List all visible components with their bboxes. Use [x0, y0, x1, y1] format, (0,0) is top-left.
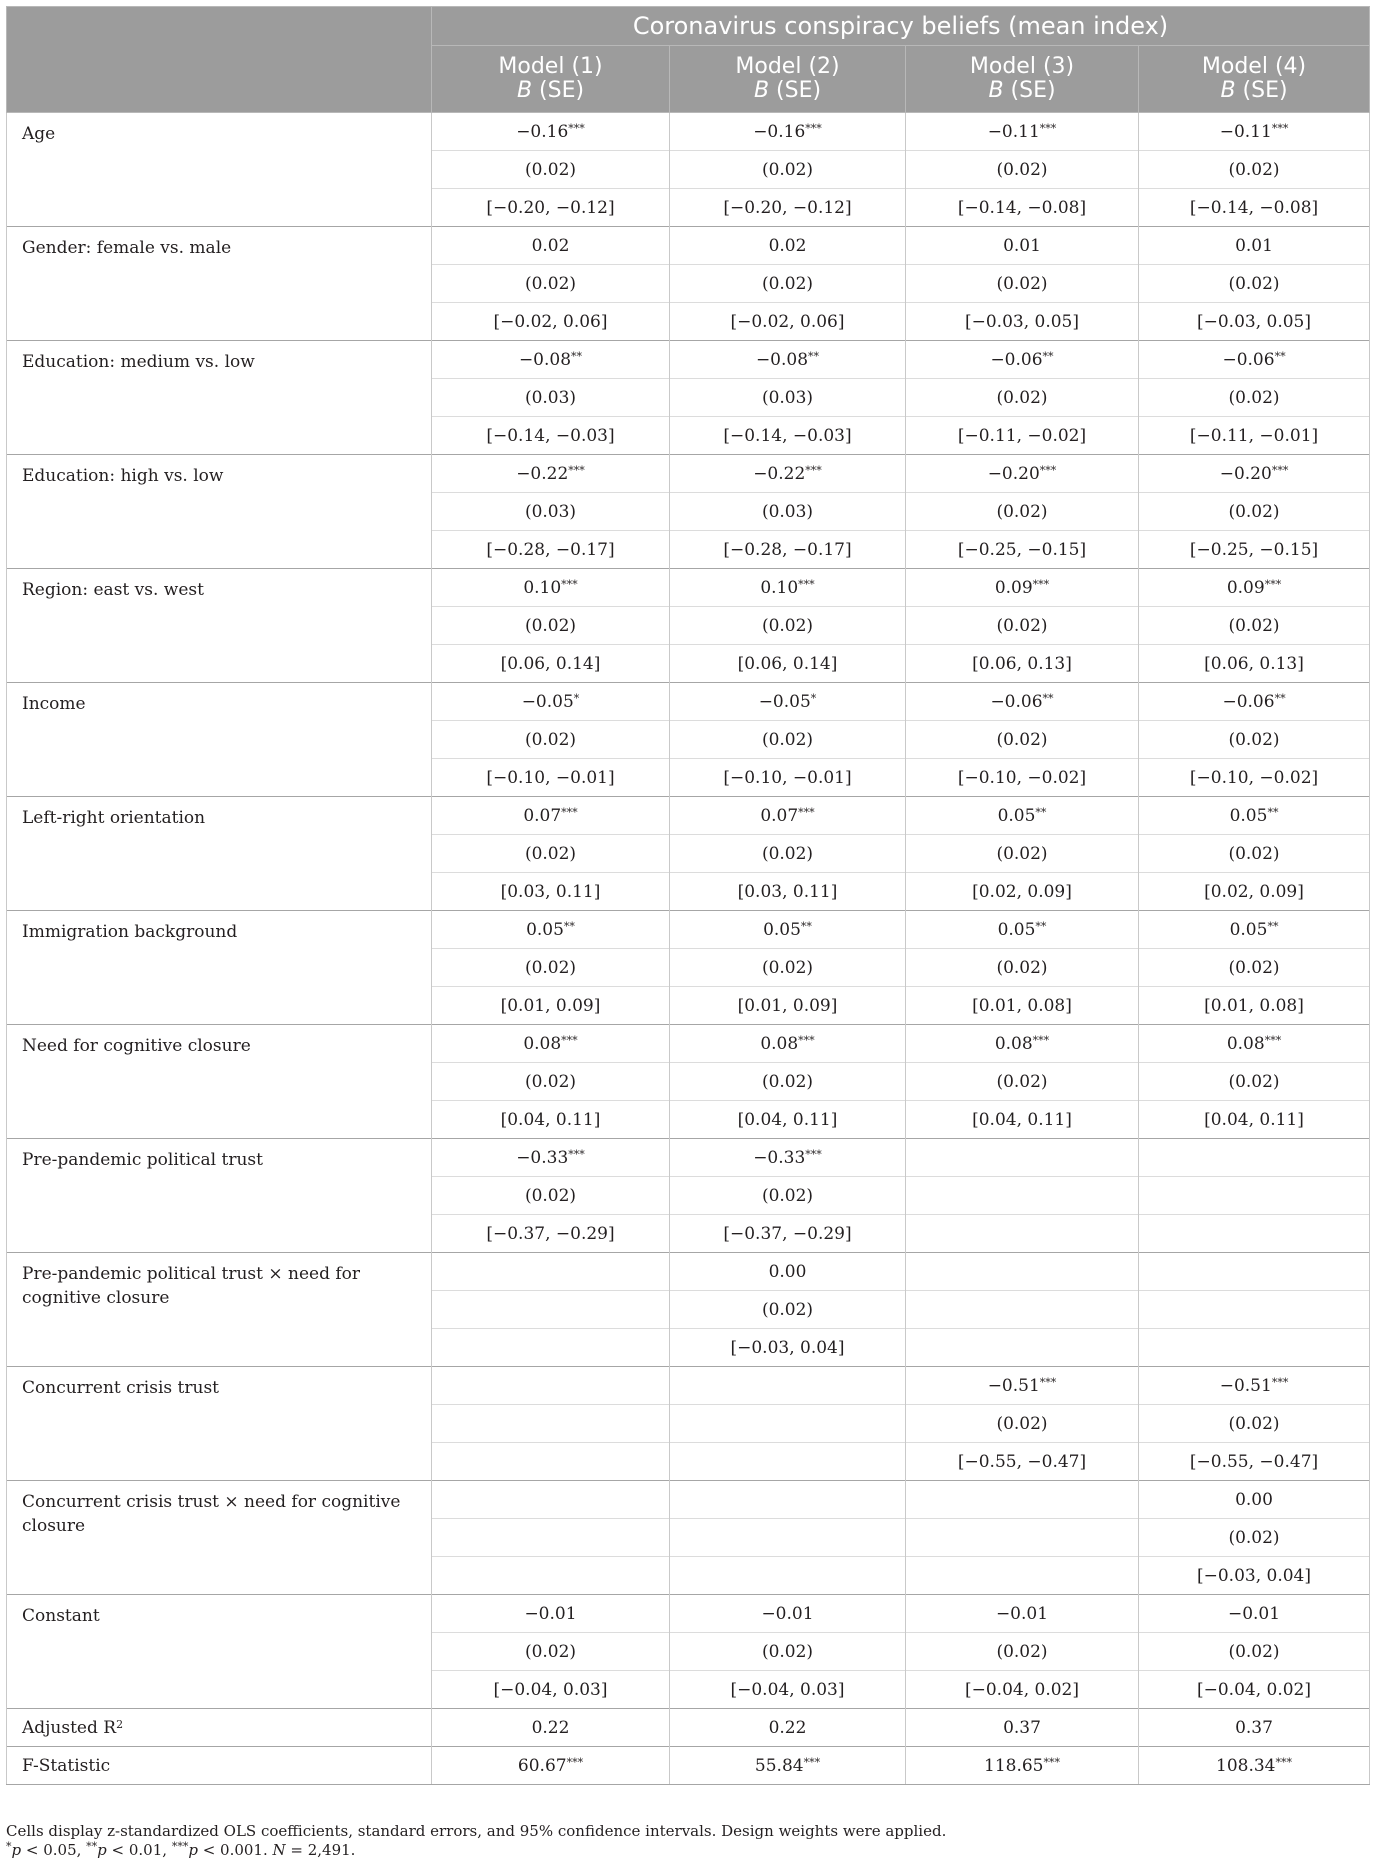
row-label: Immigration background [7, 911, 432, 1025]
standard-error-cell: (0.02) [906, 493, 1139, 531]
table-row [7, 683, 1370, 721]
confidence-interval-cell: [−0.25, −0.15] [906, 531, 1139, 569]
coefficient-cell: 0.05** [670, 911, 906, 949]
standard-error-cell: (0.02) [1139, 949, 1370, 987]
stat-label: F-Statistic [22, 1755, 111, 1776]
standard-error-cell: (0.02) [670, 949, 906, 987]
confidence-interval-cell: [0.06, 0.13] [1139, 645, 1370, 683]
table-row [7, 569, 1370, 607]
row-label: Education: high vs. low [7, 455, 432, 569]
standard-error-cell: (0.02) [1139, 1519, 1370, 1557]
standard-error-cell [670, 1519, 906, 1557]
row-label: Concurrent crisis trust [7, 1367, 432, 1481]
row-label: Concurrent crisis trust × need for cognitive closure [7, 1481, 432, 1595]
confidence-interval-cell: [−0.04, 0.02] [906, 1671, 1139, 1709]
confidence-interval-cell: [−0.10, −0.02] [906, 759, 1139, 797]
header-dependent-variable: Coronavirus conspiracy beliefs (mean index) [432, 7, 1370, 46]
coefficient-cell [432, 1253, 670, 1291]
confidence-interval-cell: [−0.04, 0.03] [432, 1671, 670, 1709]
coefficient-cell: −0.20*** [906, 455, 1139, 493]
coefficient-cell: −0.06** [906, 683, 1139, 721]
standard-error-cell: (0.02) [906, 949, 1139, 987]
confidence-interval-cell: [0.03, 0.11] [670, 873, 906, 911]
row-label: Education: medium vs. low [7, 341, 432, 455]
table-body [7, 113, 1370, 1785]
coefficient-cell: −0.22*** [670, 455, 906, 493]
row-label: Need for cognitive closure [7, 1025, 432, 1139]
confidence-interval-cell: [−0.02, 0.06] [670, 303, 906, 341]
coefficient-cell [1139, 1139, 1370, 1177]
standard-error-cell: (0.02) [432, 607, 670, 645]
coefficient-cell: −0.22*** [432, 455, 670, 493]
coefficient-cell: −0.51*** [1139, 1367, 1370, 1405]
table-row [7, 797, 1370, 835]
coefficient-cell: −0.06** [1139, 341, 1370, 379]
b-label: B [753, 78, 770, 103]
standard-error-cell [1139, 1291, 1370, 1329]
table-row [7, 1595, 1370, 1633]
confidence-interval-cell [670, 1557, 906, 1595]
confidence-interval-cell: [−0.37, −0.29] [670, 1215, 906, 1253]
standard-error-cell [1139, 1177, 1370, 1215]
table-row [7, 227, 1370, 265]
stat-value-cell: 0.22 [670, 1709, 906, 1747]
stat-value-cell: 55.84*** [670, 1747, 906, 1785]
confidence-interval-cell: [0.01, 0.08] [906, 987, 1139, 1025]
coefficient-cell: 0.08*** [906, 1025, 1139, 1063]
standard-error-cell [432, 1519, 670, 1557]
coefficient-cell: −0.01 [432, 1595, 670, 1633]
confidence-interval-cell: [−0.14, −0.08] [1139, 189, 1370, 227]
confidence-interval-cell: [−0.25, −0.15] [1139, 531, 1370, 569]
standard-error-cell: (0.02) [1139, 1405, 1370, 1443]
coefficient-cell: −0.20*** [1139, 455, 1370, 493]
confidence-interval-cell [1139, 1329, 1370, 1367]
coefficient-cell: −0.01 [906, 1595, 1139, 1633]
coefficient-cell: −0.16*** [432, 113, 670, 151]
confidence-interval-cell [432, 1443, 670, 1481]
coefficient-cell: 0.08*** [1139, 1025, 1370, 1063]
coefficient-cell [906, 1253, 1139, 1291]
row-label: Pre-pandemic political trust × need for cognitive closure [7, 1253, 432, 1367]
coefficient-cell [906, 1481, 1139, 1519]
coefficient-cell: −0.08** [670, 341, 906, 379]
stat-value-cell: 108.34*** [1139, 1747, 1370, 1785]
coefficient-cell: 0.05** [906, 911, 1139, 949]
se-label: (SE) [1010, 78, 1056, 103]
confidence-interval-cell: [−0.11, −0.01] [1139, 417, 1370, 455]
confidence-interval-cell: [−0.20, −0.12] [432, 189, 670, 227]
b-label: B [516, 78, 533, 103]
confidence-interval-cell: [0.01, 0.08] [1139, 987, 1370, 1025]
regression-table [6, 6, 1370, 1785]
coefficient-cell [1139, 1253, 1370, 1291]
coefficient-cell: 0.09*** [1139, 569, 1370, 607]
confidence-interval-cell: [−0.14, −0.03] [670, 417, 906, 455]
confidence-interval-cell: [−0.04, 0.03] [670, 1671, 906, 1709]
row-label: Income [7, 683, 432, 797]
confidence-interval-cell [906, 1557, 1139, 1595]
standard-error-cell: (0.02) [1139, 721, 1370, 759]
standard-error-cell: (0.03) [432, 493, 670, 531]
standard-error-cell: (0.02) [906, 265, 1139, 303]
confidence-interval-cell: [0.06, 0.14] [432, 645, 670, 683]
coefficient-cell: 0.05** [906, 797, 1139, 835]
coefficient-cell: 0.02 [432, 227, 670, 265]
b-label: B [1220, 78, 1236, 103]
confidence-interval-cell: [0.04, 0.11] [670, 1101, 906, 1139]
confidence-interval-cell: [−0.37, −0.29] [432, 1215, 670, 1253]
standard-error-cell: (0.02) [432, 1633, 670, 1671]
coefficient-cell: 0.10*** [670, 569, 906, 607]
coefficient-cell: −0.01 [670, 1595, 906, 1633]
coefficient-cell: −0.33*** [432, 1139, 670, 1177]
confidence-interval-cell [432, 1557, 670, 1595]
confidence-interval-cell: [−0.10, −0.01] [432, 759, 670, 797]
confidence-interval-cell: [−0.04, 0.02] [1139, 1671, 1370, 1709]
coefficient-cell: 0.08*** [432, 1025, 670, 1063]
table-row [7, 1139, 1370, 1177]
coefficient-cell: −0.05* [670, 683, 906, 721]
table-row [7, 1481, 1370, 1519]
coefficient-cell: 0.00 [1139, 1481, 1370, 1519]
coefficient-cell [670, 1367, 906, 1405]
stat-label: Adjusted R [22, 1717, 117, 1738]
standard-error-cell: (0.02) [906, 835, 1139, 873]
standard-error-cell: (0.02) [432, 1063, 670, 1101]
table-row [7, 1025, 1370, 1063]
standard-error-cell: (0.02) [906, 1633, 1139, 1671]
row-label: Pre-pandemic political trust [7, 1139, 432, 1253]
standard-error-cell: (0.02) [1139, 379, 1370, 417]
row-label [7, 1709, 432, 1747]
standard-error-cell: (0.02) [432, 151, 670, 189]
coefficient-cell: 0.07*** [670, 797, 906, 835]
se-label: (SE) [539, 78, 585, 103]
model-name: Model (3) [969, 54, 1075, 79]
confidence-interval-cell [906, 1329, 1139, 1367]
confidence-interval-cell [432, 1329, 670, 1367]
note-line-1: Cells display z-standardized OLS coefficients, standard errors, and 95% confidence intervals. Design weights were applied. [6, 1822, 947, 1840]
confidence-interval-cell: [0.04, 0.11] [432, 1101, 670, 1139]
confidence-interval-cell: [0.03, 0.11] [432, 873, 670, 911]
coefficient-cell: 0.01 [1139, 227, 1370, 265]
confidence-interval-cell: [−0.28, −0.17] [670, 531, 906, 569]
standard-error-cell: (0.02) [906, 1063, 1139, 1101]
standard-error-cell: (0.02) [906, 379, 1139, 417]
confidence-interval-cell: [0.01, 0.09] [432, 987, 670, 1025]
coefficient-cell: −0.05* [432, 683, 670, 721]
regression-table-container [6, 6, 1369, 1785]
coefficient-cell: −0.33*** [670, 1139, 906, 1177]
standard-error-cell: (0.03) [670, 493, 906, 531]
confidence-interval-cell: [0.01, 0.09] [670, 987, 906, 1025]
note-line-2: *p < 0.05, **p < 0.01, ***p < 0.001. N = 2,491. [6, 1840, 356, 1859]
standard-error-cell: (0.02) [670, 1291, 906, 1329]
coefficient-cell: 0.05** [1139, 911, 1370, 949]
standard-error-cell: (0.02) [670, 151, 906, 189]
coefficient-cell: −0.01 [1139, 1595, 1370, 1633]
standard-error-cell: (0.02) [1139, 835, 1370, 873]
coefficient-cell [432, 1481, 670, 1519]
standard-error-cell: (0.03) [432, 379, 670, 417]
confidence-interval-cell: [−0.03, 0.05] [1139, 303, 1370, 341]
coefficient-cell [432, 1367, 670, 1405]
stat-value-cell: 0.22 [432, 1709, 670, 1747]
confidence-interval-cell [906, 1215, 1139, 1253]
standard-error-cell: (0.03) [670, 379, 906, 417]
confidence-interval-cell: [−0.02, 0.06] [432, 303, 670, 341]
coefficient-cell: −0.51*** [906, 1367, 1139, 1405]
standard-error-cell [906, 1291, 1139, 1329]
table-row [7, 1709, 1370, 1747]
b-label: B [988, 78, 1004, 103]
confidence-interval-cell: [0.06, 0.14] [670, 645, 906, 683]
header-blank-cell [7, 7, 432, 113]
stat-value-cell: 60.67*** [432, 1747, 670, 1785]
confidence-interval-cell [670, 1443, 906, 1481]
standard-error-cell: (0.02) [670, 721, 906, 759]
standard-error-cell: (0.02) [1139, 493, 1370, 531]
coefficient-cell: 0.02 [670, 227, 906, 265]
se-label: (SE) [776, 78, 822, 103]
confidence-interval-cell: [−0.55, −0.47] [1139, 1443, 1370, 1481]
standard-error-cell: (0.02) [670, 1063, 906, 1101]
stat-value-cell: 0.37 [906, 1709, 1139, 1747]
standard-error-cell [432, 1291, 670, 1329]
standard-error-cell: (0.02) [670, 1177, 906, 1215]
model-name: Model (1) [498, 54, 603, 79]
coefficient-cell: 0.07*** [432, 797, 670, 835]
confidence-interval-cell [1139, 1215, 1370, 1253]
standard-error-cell: (0.02) [670, 1633, 906, 1671]
model-name: Model (2) [735, 54, 840, 79]
standard-error-cell: (0.02) [432, 721, 670, 759]
confidence-interval-cell: [−0.55, −0.47] [906, 1443, 1139, 1481]
table-row [7, 911, 1370, 949]
coefficient-cell: 0.09*** [906, 569, 1139, 607]
table-row [7, 341, 1370, 379]
table-row [7, 455, 1370, 493]
confidence-interval-cell: [0.04, 0.11] [906, 1101, 1139, 1139]
table-notes [6, 1822, 1369, 1860]
coefficient-cell: −0.16*** [670, 113, 906, 151]
coefficient-cell: 0.05** [432, 911, 670, 949]
standard-error-cell [432, 1405, 670, 1443]
standard-error-cell: (0.02) [1139, 1633, 1370, 1671]
standard-error-cell: (0.02) [1139, 607, 1370, 645]
standard-error-cell [906, 1177, 1139, 1215]
standard-error-cell: (0.02) [906, 1405, 1139, 1443]
coefficient-cell [906, 1139, 1139, 1177]
coefficient-cell: 0.00 [670, 1253, 906, 1291]
confidence-interval-cell: [0.06, 0.13] [906, 645, 1139, 683]
standard-error-cell: (0.02) [670, 835, 906, 873]
confidence-interval-cell: [−0.14, −0.08] [906, 189, 1139, 227]
confidence-interval-cell: [−0.28, −0.17] [432, 531, 670, 569]
standard-error-cell: (0.02) [432, 1177, 670, 1215]
coefficient-cell: −0.06** [906, 341, 1139, 379]
coefficient-cell: 0.08*** [670, 1025, 906, 1063]
standard-error-cell: (0.02) [432, 949, 670, 987]
stat-value-cell: 0.37 [1139, 1709, 1370, 1747]
confidence-interval-cell: [0.02, 0.09] [906, 873, 1139, 911]
confidence-interval-cell: [−0.03, 0.04] [670, 1329, 906, 1367]
confidence-interval-cell: [−0.10, −0.02] [1139, 759, 1370, 797]
standard-error-cell: (0.02) [906, 607, 1139, 645]
table-row [7, 1253, 1370, 1291]
header-model-1 [432, 46, 670, 113]
row-label: Left-right orientation [7, 797, 432, 911]
row-label: Region: east vs. west [7, 569, 432, 683]
coefficient-cell: −0.11*** [906, 113, 1139, 151]
header-model-2 [670, 46, 906, 113]
row-label [7, 1747, 432, 1785]
confidence-interval-cell: [−0.10, −0.01] [670, 759, 906, 797]
standard-error-cell: (0.02) [432, 265, 670, 303]
standard-error-cell [906, 1519, 1139, 1557]
coefficient-cell [670, 1481, 906, 1519]
standard-error-cell: (0.02) [1139, 265, 1370, 303]
coefficient-cell: 0.01 [906, 227, 1139, 265]
header-model-3 [906, 46, 1139, 113]
row-label: Age [7, 113, 432, 227]
standard-error-cell: (0.02) [1139, 151, 1370, 189]
stat-label-superscript: 2 [116, 1717, 124, 1731]
table-row [7, 113, 1370, 151]
confidence-interval-cell: [−0.03, 0.04] [1139, 1557, 1370, 1595]
standard-error-cell: (0.02) [670, 607, 906, 645]
stat-value-cell: 118.65*** [906, 1747, 1139, 1785]
confidence-interval-cell: [−0.20, −0.12] [670, 189, 906, 227]
model-name: Model (4) [1201, 54, 1307, 79]
confidence-interval-cell: [0.02, 0.09] [1139, 873, 1370, 911]
coefficient-cell: 0.10*** [432, 569, 670, 607]
standard-error-cell: (0.02) [432, 835, 670, 873]
row-label: Gender: female vs. male [7, 227, 432, 341]
coefficient-cell: 0.05** [1139, 797, 1370, 835]
confidence-interval-cell: [−0.11, −0.02] [906, 417, 1139, 455]
se-label: (SE) [1242, 78, 1288, 103]
standard-error-cell: (0.02) [670, 265, 906, 303]
confidence-interval-cell: [−0.14, −0.03] [432, 417, 670, 455]
coefficient-cell: −0.08** [432, 341, 670, 379]
header-model-4 [1139, 46, 1370, 113]
confidence-interval-cell: [0.04, 0.11] [1139, 1101, 1370, 1139]
standard-error-cell: (0.02) [1139, 1063, 1370, 1101]
standard-error-cell: (0.02) [906, 721, 1139, 759]
row-label: Constant [7, 1595, 432, 1709]
table-row [7, 1747, 1370, 1785]
standard-error-cell: (0.02) [906, 151, 1139, 189]
coefficient-cell: −0.06** [1139, 683, 1370, 721]
coefficient-cell: −0.11*** [1139, 113, 1370, 151]
confidence-interval-cell: [−0.03, 0.05] [906, 303, 1139, 341]
table-row [7, 1367, 1370, 1405]
standard-error-cell [670, 1405, 906, 1443]
